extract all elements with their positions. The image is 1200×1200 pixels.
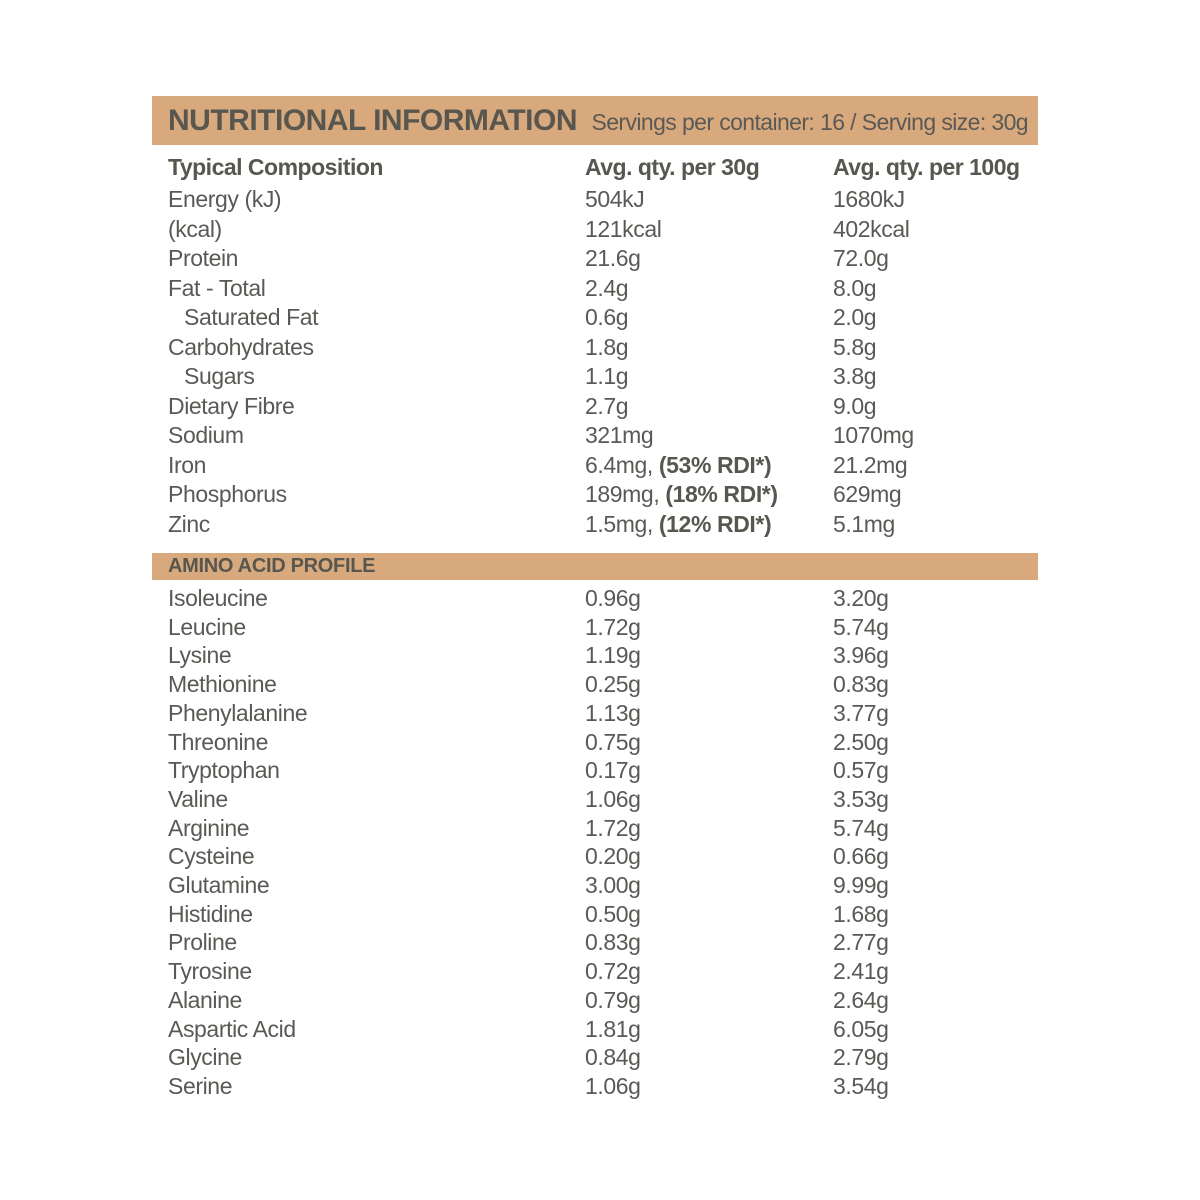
qty-per-30g: 2.4g — [585, 274, 629, 301]
table-row — [152, 613, 1038, 642]
qty-per-100g: 3.77g — [833, 699, 889, 726]
qty-per-30g: 1.72g — [585, 613, 641, 640]
table-row — [152, 928, 1038, 957]
row-label: Cysteine — [168, 843, 255, 870]
amino-acid-title: AMINO ACID PROFILE — [168, 555, 376, 577]
qty-per-100g: 2.41g — [833, 958, 889, 985]
table-row — [152, 986, 1038, 1015]
table-row — [152, 451, 1038, 481]
row-label: Arginine — [168, 814, 250, 841]
row-label: Glutamine — [168, 872, 270, 899]
qty-per-30g: 2.7g — [585, 392, 629, 419]
table-row — [152, 699, 1038, 728]
table-row — [152, 728, 1038, 757]
table-row — [152, 785, 1038, 814]
row-label: (kcal) — [168, 215, 222, 242]
row-label: Sodium — [168, 422, 244, 448]
amino-acid-band — [152, 553, 1038, 580]
qty-per-100g: 5.74g — [833, 814, 889, 841]
qty-per-100g: 0.83g — [833, 671, 889, 698]
qty-per-30g: 1.06g — [585, 1072, 641, 1099]
qty-per-30g: 1.8g — [585, 333, 629, 360]
row-label: Proline — [168, 929, 237, 956]
row-label: Methionine — [168, 671, 277, 698]
row-label: Fat - Total — [168, 274, 266, 301]
rdi-percentage: (18% RDI*) — [665, 481, 778, 507]
table-row — [152, 641, 1038, 670]
qty-per-100g: 1.68g — [833, 900, 889, 927]
qty-per-30g: 1.13g — [585, 699, 641, 726]
row-label: Histidine — [168, 900, 253, 927]
row-label: Glycine — [168, 1044, 242, 1071]
qty-per-100g: 5.1mg — [833, 510, 895, 537]
qty-per-100g: 3.53g — [833, 785, 889, 812]
qty-per-100g: 2.64g — [833, 986, 889, 1013]
qty-per-30g: 3.00g — [585, 872, 641, 899]
qty-per-100g: 9.99g — [833, 872, 889, 899]
row-label: Tyrosine — [168, 958, 252, 985]
nutrition-header-band — [152, 96, 1038, 145]
table-row — [152, 215, 1038, 245]
table-row — [152, 421, 1038, 451]
table-row — [152, 244, 1038, 274]
table-row — [152, 333, 1038, 363]
qty-per-100g: 402kcal — [833, 215, 910, 242]
table-row — [152, 871, 1038, 900]
panel-title: NUTRITIONAL INFORMATION — [168, 104, 578, 137]
qty-per-30g: 6.4mg, (53% RDI*) — [585, 451, 772, 478]
qty-per-30g: 0.79g — [585, 986, 641, 1013]
table-row — [152, 900, 1038, 929]
qty-per-100g: 0.66g — [833, 843, 889, 870]
qty-per-30g: 0.83g — [585, 929, 641, 956]
composition-table — [152, 185, 1038, 539]
qty-per-100g: 3.8g — [833, 363, 877, 389]
row-label: Energy (kJ) — [168, 186, 282, 212]
table-row — [152, 1015, 1038, 1044]
column-header-per30: Avg. qty. per 30g — [585, 154, 760, 180]
qty-per-100g: 9.0g — [833, 392, 877, 419]
rdi-percentage: (12% RDI*) — [658, 510, 772, 537]
qty-per-30g: 1.1g — [585, 363, 629, 389]
table-row — [152, 1072, 1038, 1101]
qty-per-100g: 3.96g — [833, 642, 889, 669]
row-label: Saturated Fat — [184, 304, 319, 330]
qty-per-30g: 1.5mg, (12% RDI*) — [585, 510, 772, 537]
qty-per-30g: 1.19g — [585, 642, 641, 669]
column-header-label: Typical Composition — [168, 154, 383, 180]
qty-per-30g: 1.72g — [585, 814, 641, 841]
qty-per-100g: 629mg — [833, 481, 902, 507]
table-row — [152, 670, 1038, 699]
row-label: Serine — [168, 1072, 233, 1099]
qty-per-100g: 1070mg — [833, 422, 914, 448]
qty-per-30g: 321mg — [585, 422, 654, 448]
qty-per-30g: 0.25g — [585, 671, 641, 698]
column-header-row — [152, 152, 1038, 182]
qty-per-30g: 0.72g — [585, 958, 641, 985]
table-row — [152, 362, 1038, 392]
table-row — [152, 274, 1038, 304]
row-label: Aspartic Acid — [168, 1015, 296, 1042]
row-label: Phenylalanine — [168, 699, 308, 726]
qty-per-100g: 5.74g — [833, 613, 889, 640]
table-row — [152, 185, 1038, 215]
qty-per-30g: 21.6g — [585, 245, 641, 271]
qty-per-100g: 0.57g — [833, 757, 889, 784]
qty-per-100g: 1680kJ — [833, 186, 905, 212]
row-label: Phosphorus — [168, 481, 287, 507]
qty-per-100g: 3.54g — [833, 1072, 889, 1099]
row-label: Tryptophan — [168, 757, 280, 784]
qty-per-30g: 1.81g — [585, 1015, 641, 1042]
row-label: Zinc — [168, 510, 210, 537]
row-label: Threonine — [168, 728, 268, 755]
qty-per-30g: 121kcal — [585, 215, 662, 242]
row-label: Isoleucine — [168, 585, 268, 611]
table-row — [152, 1043, 1038, 1072]
row-label: Valine — [168, 785, 228, 812]
rdi-percentage: (53% RDI*) — [658, 451, 772, 478]
table-row — [152, 584, 1038, 613]
row-label: Carbohydrates — [168, 333, 314, 360]
table-row — [152, 392, 1038, 422]
table-row — [152, 842, 1038, 871]
qty-per-100g: 5.8g — [833, 333, 877, 360]
table-row — [152, 957, 1038, 986]
qty-per-100g: 2.79g — [833, 1044, 889, 1071]
table-row — [152, 814, 1038, 843]
qty-per-30g: 189mg, (18% RDI*) — [585, 481, 778, 507]
qty-per-100g: 3.20g — [833, 585, 889, 611]
row-label: Alanine — [168, 986, 242, 1013]
qty-per-100g: 6.05g — [833, 1015, 889, 1042]
qty-per-30g: 0.20g — [585, 843, 641, 870]
row-label: Sugars — [184, 363, 255, 389]
row-label: Leucine — [168, 613, 246, 640]
qty-per-100g: 21.2mg — [833, 451, 908, 478]
row-label: Lysine — [168, 642, 232, 669]
qty-per-100g: 2.0g — [833, 304, 877, 330]
amino-acid-table — [152, 584, 1038, 1101]
table-row — [152, 756, 1038, 785]
table-row — [152, 303, 1038, 333]
qty-per-30g: 504kJ — [585, 186, 645, 212]
qty-per-30g: 0.96g — [585, 585, 641, 611]
qty-per-30g: 0.50g — [585, 900, 641, 927]
row-label: Protein — [168, 245, 239, 271]
servings-info: Servings per container: 16 / Serving size: 30g — [591, 109, 1028, 135]
qty-per-30g: 0.84g — [585, 1044, 641, 1071]
qty-per-100g: 2.50g — [833, 728, 889, 755]
qty-per-100g: 8.0g — [833, 274, 877, 301]
qty-per-30g: 0.75g — [585, 728, 641, 755]
table-row — [152, 480, 1038, 510]
qty-per-30g: 1.06g — [585, 785, 641, 812]
qty-per-100g: 2.77g — [833, 929, 889, 956]
row-label: Iron — [168, 451, 207, 478]
column-header-per100: Avg. qty. per 100g — [833, 154, 1020, 180]
qty-per-100g: 72.0g — [833, 245, 889, 271]
nutrition-panel — [152, 96, 1038, 1101]
qty-per-30g: 0.6g — [585, 304, 629, 330]
qty-per-30g: 0.17g — [585, 757, 641, 784]
table-row — [152, 510, 1038, 540]
row-label: Dietary Fibre — [168, 392, 295, 419]
